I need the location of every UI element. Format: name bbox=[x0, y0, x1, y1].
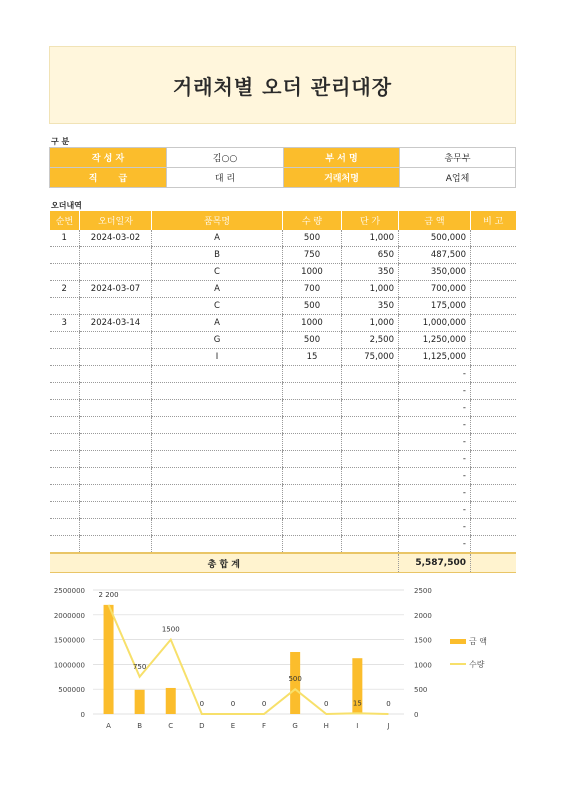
y-right-tick-label: 2500 bbox=[414, 587, 432, 595]
cell-note[interactable] bbox=[471, 383, 516, 400]
cell-item[interactable]: B bbox=[152, 247, 283, 264]
cell-qty[interactable] bbox=[283, 383, 342, 400]
client-value[interactable]: A업체 bbox=[400, 168, 516, 188]
cell-date[interactable] bbox=[80, 536, 152, 554]
cell-amount[interactable]: - bbox=[399, 366, 471, 383]
line-data-label: 750 bbox=[132, 662, 147, 671]
y-left-tick-label: 500000 bbox=[58, 686, 85, 695]
cell-amount[interactable]: - bbox=[399, 519, 471, 536]
cell-note[interactable] bbox=[471, 451, 516, 468]
cell-note[interactable] bbox=[471, 502, 516, 519]
cell-no[interactable] bbox=[50, 349, 80, 366]
cell-no[interactable] bbox=[50, 502, 80, 519]
cell-price[interactable] bbox=[342, 366, 399, 383]
cell-price[interactable] bbox=[342, 536, 399, 554]
cell-no[interactable] bbox=[50, 400, 80, 417]
cell-amount[interactable]: - bbox=[399, 502, 471, 519]
cell-amount[interactable]: 175,000 bbox=[399, 298, 471, 315]
cell-qty[interactable]: 1000 bbox=[283, 315, 342, 332]
cell-amount[interactable]: 1,000,000 bbox=[399, 315, 471, 332]
table-row bbox=[50, 485, 516, 502]
cell-item[interactable]: G bbox=[152, 332, 283, 349]
cell-qty[interactable] bbox=[283, 366, 342, 383]
table-row bbox=[50, 468, 516, 485]
table-row bbox=[50, 417, 516, 434]
order-chart bbox=[0, 578, 567, 748]
cell-note[interactable] bbox=[471, 468, 516, 485]
cell-price[interactable]: 1,000 bbox=[342, 281, 399, 298]
cell-item[interactable] bbox=[152, 434, 283, 451]
cell-item[interactable] bbox=[152, 536, 283, 554]
orders-header-col-amount: 금 액 bbox=[399, 211, 471, 230]
cell-item[interactable] bbox=[152, 366, 283, 383]
cell-item[interactable] bbox=[152, 519, 283, 536]
cell-note[interactable] bbox=[471, 400, 516, 417]
orders-header-col-price: 단 가 bbox=[342, 211, 399, 230]
cell-date[interactable] bbox=[80, 468, 152, 485]
cell-no[interactable]: 2 bbox=[50, 281, 80, 298]
line-data-label: 0 bbox=[199, 700, 205, 708]
total-label: 총 합 계 bbox=[50, 553, 399, 573]
table-row bbox=[50, 349, 516, 366]
legend-swatch-amount bbox=[450, 639, 466, 644]
cell-price[interactable] bbox=[342, 434, 399, 451]
table-row bbox=[50, 383, 516, 400]
total-row bbox=[50, 553, 516, 573]
cell-no[interactable] bbox=[50, 434, 80, 451]
cell-note[interactable] bbox=[471, 366, 516, 383]
table-row bbox=[50, 451, 516, 468]
cell-qty[interactable] bbox=[283, 502, 342, 519]
table-row bbox=[50, 298, 516, 315]
cell-note[interactable] bbox=[471, 434, 516, 451]
cell-qty[interactable]: 750 bbox=[283, 247, 342, 264]
cell-item[interactable]: C bbox=[152, 264, 283, 281]
cell-date[interactable] bbox=[80, 247, 152, 264]
cell-date[interactable]: 2024-03-07 bbox=[80, 281, 152, 298]
line-data-label: 0 bbox=[324, 700, 329, 708]
cell-qty[interactable] bbox=[283, 485, 342, 502]
cell-price[interactable]: 2,500 bbox=[342, 332, 399, 349]
table-row bbox=[50, 400, 516, 417]
cell-item[interactable]: A bbox=[152, 315, 283, 332]
orders-header-row bbox=[50, 211, 516, 230]
cell-amount[interactable]: - bbox=[399, 417, 471, 434]
line-data-label: 0 bbox=[261, 700, 267, 708]
cell-price[interactable]: 350 bbox=[342, 264, 399, 281]
cell-price[interactable] bbox=[342, 417, 399, 434]
y-right-tick-label: 0 bbox=[414, 711, 419, 719]
table-row bbox=[50, 247, 516, 264]
section-orders-label: 오더내역 bbox=[51, 201, 82, 210]
section-info-label: 구 분 bbox=[51, 137, 70, 146]
cell-no[interactable]: 3 bbox=[50, 315, 80, 332]
cell-price[interactable]: 650 bbox=[342, 247, 399, 264]
table-row bbox=[50, 315, 516, 332]
legend-label-quantity: 수량 bbox=[469, 660, 485, 669]
table-row bbox=[50, 519, 516, 536]
cell-no[interactable] bbox=[50, 536, 80, 554]
cell-price[interactable] bbox=[342, 451, 399, 468]
cell-amount[interactable]: 350,000 bbox=[399, 264, 471, 281]
cell-amount[interactable]: - bbox=[399, 434, 471, 451]
cell-date[interactable] bbox=[80, 332, 152, 349]
cell-item[interactable] bbox=[152, 468, 283, 485]
cell-amount[interactable]: 1,125,000 bbox=[399, 349, 471, 366]
table-row bbox=[50, 502, 516, 519]
cell-note[interactable] bbox=[471, 349, 516, 366]
line-data-label: 0 bbox=[230, 700, 236, 708]
cell-price[interactable] bbox=[342, 383, 399, 400]
orders-header-col-qty: 수 량 bbox=[283, 211, 342, 230]
y-right-tick-label: 2000 bbox=[414, 611, 432, 620]
table-row bbox=[50, 434, 516, 451]
cell-amount[interactable]: 500,000 bbox=[399, 230, 471, 247]
line-data-label: 2 200 bbox=[98, 590, 119, 599]
cell-note[interactable] bbox=[471, 417, 516, 434]
x-tick-label: C bbox=[168, 722, 174, 730]
bar-A bbox=[104, 605, 114, 714]
y-left-tick-label: 1000000 bbox=[53, 661, 85, 670]
author-label: 작 성 자 bbox=[50, 148, 167, 168]
cell-note[interactable] bbox=[471, 332, 516, 349]
quantity-line bbox=[109, 605, 389, 714]
x-tick-label: F bbox=[262, 722, 267, 730]
position-value[interactable]: 대 리 bbox=[167, 168, 284, 188]
cell-amount[interactable]: - bbox=[399, 400, 471, 417]
cell-item[interactable] bbox=[152, 417, 283, 434]
cell-no[interactable] bbox=[50, 383, 80, 400]
cell-no[interactable] bbox=[50, 485, 80, 502]
total-note bbox=[471, 553, 516, 573]
y-left-tick-label: 2500000 bbox=[53, 587, 85, 595]
cell-price[interactable] bbox=[342, 502, 399, 519]
cell-no[interactable]: 1 bbox=[50, 230, 80, 247]
cell-date[interactable] bbox=[80, 264, 152, 281]
cell-date[interactable] bbox=[80, 366, 152, 383]
cell-item[interactable] bbox=[152, 383, 283, 400]
dept-label: 부 서 명 bbox=[284, 148, 400, 168]
client-label: 거래처명 bbox=[284, 168, 400, 188]
cell-date[interactable]: 2024-03-14 bbox=[80, 315, 152, 332]
cell-amount[interactable]: 700,000 bbox=[399, 281, 471, 298]
cell-no[interactable] bbox=[50, 332, 80, 349]
cell-item[interactable]: I bbox=[152, 349, 283, 366]
cell-item[interactable] bbox=[152, 451, 283, 468]
cell-no[interactable] bbox=[50, 247, 80, 264]
cell-price[interactable] bbox=[342, 400, 399, 417]
cell-item[interactable]: A bbox=[152, 281, 283, 298]
table-row bbox=[50, 230, 516, 247]
bar-C bbox=[166, 688, 176, 714]
y-right-tick-label: 1000 bbox=[414, 661, 432, 670]
cell-date[interactable] bbox=[80, 451, 152, 468]
bar-B bbox=[135, 690, 145, 714]
cell-item[interactable]: C bbox=[152, 298, 283, 315]
cell-amount[interactable]: - bbox=[399, 468, 471, 485]
cell-date[interactable] bbox=[80, 400, 152, 417]
cell-qty[interactable]: 500 bbox=[283, 332, 342, 349]
cell-note[interactable] bbox=[471, 485, 516, 502]
cell-no[interactable] bbox=[50, 298, 80, 315]
x-tick-label: B bbox=[137, 722, 143, 730]
cell-price[interactable]: 1,000 bbox=[342, 315, 399, 332]
cell-price[interactable] bbox=[342, 485, 399, 502]
cell-note[interactable] bbox=[471, 264, 516, 281]
cell-qty[interactable]: 700 bbox=[283, 281, 342, 298]
y-left-tick-label: 1500000 bbox=[53, 636, 85, 645]
cell-note[interactable] bbox=[471, 230, 516, 247]
y-left-tick-label: 2000000 bbox=[53, 611, 85, 620]
table-row bbox=[50, 332, 516, 349]
cell-date[interactable] bbox=[80, 298, 152, 315]
cell-date[interactable] bbox=[80, 383, 152, 400]
cell-item[interactable] bbox=[152, 400, 283, 417]
orders-header-col-no: 순번 bbox=[50, 211, 80, 230]
cell-no[interactable] bbox=[50, 417, 80, 434]
x-tick-label: A bbox=[106, 722, 111, 730]
cell-note[interactable] bbox=[471, 315, 516, 332]
chart-bars bbox=[104, 605, 363, 714]
x-tick-label: J bbox=[387, 722, 390, 730]
dept-value[interactable]: 총무부 bbox=[400, 148, 516, 168]
line-data-label: 500 bbox=[288, 675, 302, 684]
table-row bbox=[50, 281, 516, 298]
cell-price[interactable] bbox=[342, 468, 399, 485]
y-left-tick-label: 0 bbox=[80, 711, 85, 719]
x-tick-label: H bbox=[323, 722, 329, 730]
cell-qty[interactable]: 1000 bbox=[283, 264, 342, 281]
line-data-label: 1500 bbox=[161, 625, 180, 634]
position-label: 직 급 bbox=[50, 168, 167, 188]
chart-legend bbox=[450, 636, 487, 669]
cell-qty[interactable] bbox=[283, 519, 342, 536]
x-tick-label: E bbox=[230, 722, 236, 730]
cell-note[interactable] bbox=[471, 519, 516, 536]
cell-qty[interactable]: 15 bbox=[283, 349, 342, 366]
cell-qty[interactable] bbox=[283, 468, 342, 485]
cell-date[interactable] bbox=[80, 485, 152, 502]
legend-label-amount: 금 액 bbox=[469, 637, 487, 646]
orders-header-col-note: 비 고 bbox=[471, 211, 516, 230]
cell-price[interactable]: 1,000 bbox=[342, 230, 399, 247]
y-right-tick-label: 500 bbox=[414, 686, 428, 695]
cell-date[interactable] bbox=[80, 519, 152, 536]
table-row bbox=[50, 366, 516, 383]
cell-no[interactable] bbox=[50, 451, 80, 468]
cell-amount[interactable]: - bbox=[399, 536, 471, 554]
cell-amount[interactable]: 487,500 bbox=[399, 247, 471, 264]
cell-note[interactable] bbox=[471, 298, 516, 315]
cell-price[interactable]: 350 bbox=[342, 298, 399, 315]
cell-item[interactable] bbox=[152, 502, 283, 519]
cell-qty[interactable] bbox=[283, 451, 342, 468]
line-data-label: 0 bbox=[386, 700, 391, 708]
cell-note[interactable] bbox=[471, 247, 516, 264]
cell-amount[interactable]: - bbox=[399, 451, 471, 468]
cell-qty[interactable]: 500 bbox=[283, 298, 342, 315]
title-box bbox=[49, 46, 516, 124]
line-data-label: 15 bbox=[352, 699, 362, 708]
x-tick-label: G bbox=[292, 722, 298, 730]
page-title: 거래처별 오더 관리대장 bbox=[172, 74, 393, 99]
table-row bbox=[50, 536, 516, 554]
cell-no[interactable] bbox=[50, 468, 80, 485]
cell-amount[interactable]: - bbox=[399, 383, 471, 400]
cell-date[interactable] bbox=[80, 434, 152, 451]
cell-date[interactable] bbox=[80, 417, 152, 434]
cell-no[interactable] bbox=[50, 264, 80, 281]
cell-qty[interactable]: 500 bbox=[283, 230, 342, 247]
orders-header-col-date: 오더일자 bbox=[80, 211, 152, 230]
author-value[interactable]: 김○○ bbox=[167, 148, 284, 168]
orders-header-col-item: 품목명 bbox=[152, 211, 283, 230]
cell-date[interactable] bbox=[80, 349, 152, 366]
info-table bbox=[49, 147, 516, 188]
cell-amount[interactable]: - bbox=[399, 485, 471, 502]
cell-no[interactable] bbox=[50, 519, 80, 536]
table-row bbox=[50, 264, 516, 281]
x-tick-label: I bbox=[356, 722, 359, 730]
cell-date[interactable]: 2024-03-02 bbox=[80, 230, 152, 247]
cell-item[interactable]: A bbox=[152, 230, 283, 247]
cell-item[interactable] bbox=[152, 485, 283, 502]
cell-qty[interactable] bbox=[283, 536, 342, 554]
cell-no[interactable] bbox=[50, 366, 80, 383]
cell-qty[interactable] bbox=[283, 400, 342, 417]
cell-qty[interactable] bbox=[283, 417, 342, 434]
cell-note[interactable] bbox=[471, 536, 516, 554]
cell-price[interactable] bbox=[342, 519, 399, 536]
cell-qty[interactable] bbox=[283, 434, 342, 451]
x-tick-label: D bbox=[199, 722, 205, 730]
cell-price[interactable]: 75,000 bbox=[342, 349, 399, 366]
y-right-tick-label: 1500 bbox=[414, 636, 432, 645]
cell-note[interactable] bbox=[471, 281, 516, 298]
cell-amount[interactable]: 1,250,000 bbox=[399, 332, 471, 349]
cell-date[interactable] bbox=[80, 502, 152, 519]
orders-table bbox=[49, 211, 516, 573]
total-value: 5,587,500 bbox=[399, 553, 471, 573]
